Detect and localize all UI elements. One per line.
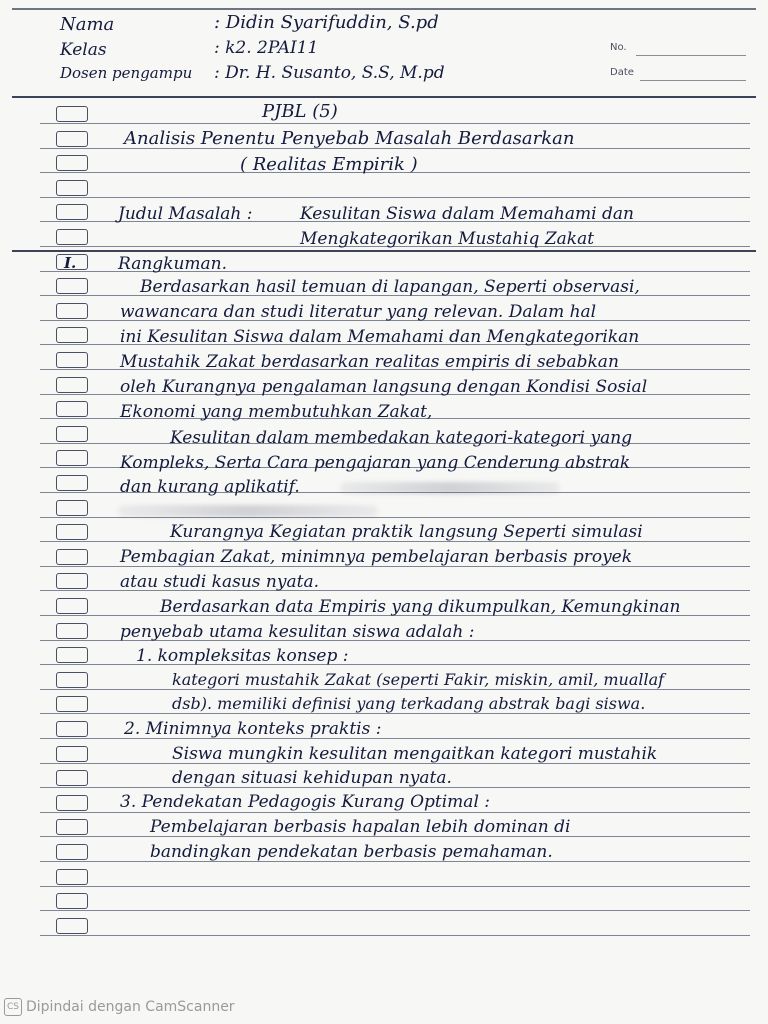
body-line: Kompleks, Serta Cara pengajaran yang Cenderung abstrak [120,453,631,473]
camscanner-watermark [4,998,235,1016]
margin-box [56,426,88,442]
margin-box [56,672,88,688]
point-line: Siswa mungkin kesulitan mengaitkan kategori mustahik [172,744,658,764]
dosen-label: Dosen pengampu [60,64,193,82]
margin-box [56,500,88,516]
margin-box [56,721,88,737]
body-line: Kurangnya Kegiatan praktik langsung Seperti simulasi [170,522,643,542]
section-number: I. [64,254,77,272]
margin-box [56,746,88,762]
margin-box [56,524,88,540]
date-label: Date [610,67,634,78]
judul-line2: Mengkategorikan Mustahiq Zakat [300,229,595,249]
point-line: bandingkan pendekatan berbasis pemahaman. [150,842,553,862]
smudged-text [118,505,378,517]
body-line: atau studi kasus nyata. [120,572,319,592]
ruled-line [40,935,750,936]
margin-box [56,844,88,860]
margin-box [56,450,88,466]
page-top-edge [12,8,756,10]
body-line: Ekonomi yang membutuhkan Zakat, [120,402,433,422]
margin-box [56,377,88,393]
section-heading: Rangkuman. [118,254,228,274]
margin-box [56,795,88,811]
ruled-line [40,886,750,887]
margin-box [56,352,88,368]
judul-line1: Kesulitan Siswa dalam Memahami dan [300,204,634,224]
point-title: 3. Pendekatan Pedagogis Kurang Optimal : [120,792,491,812]
judul-label: Judul Masalah : [118,204,253,224]
nama-label: Nama [60,14,115,35]
body-line: penyebab utama kesulitan siswa adalah : [120,622,475,642]
margin-box [56,303,88,319]
point-line: dsb). memiliki definisi yang terkadang abstrak bagi siswa. [172,694,646,713]
header-divider [12,96,756,98]
margin-box [56,155,88,171]
body-line: oleh Kurangnya pengalaman langsung dengan Kondisi Sosial [120,377,648,397]
body-line: Pembagian Zakat, minimnya pembelajaran berbasis proyek [120,547,633,567]
margin-box [56,819,88,835]
body-line: Mustahik Zakat berdasarkan realitas empiris di sebabkan [120,352,619,372]
margin-box [56,696,88,712]
margin-box [56,229,88,245]
margin-box [56,180,88,196]
body-line: Kesulitan dalam membedakan kategori-kategori yang [170,428,633,448]
smudged-text [340,482,560,494]
body-line: dan kurang aplikatif. [120,477,300,497]
point-title: 2. Minimnya konteks praktis : [124,719,382,739]
margin-box [56,623,88,639]
ruled-line [40,517,750,518]
body-line: wawancara dan studi literatur yang relevan. Dalam hal [120,302,597,322]
title-code: PJBL (5) [262,101,338,122]
margin-box [56,598,88,614]
date-line [640,80,746,81]
point-line: kategori mustahik Zakat (seperti Fakir, miskin, amil, muallaf [172,670,665,689]
section-divider [12,250,756,252]
margin-box [56,204,88,220]
margin-box [56,401,88,417]
margin-box [56,131,88,147]
margin-box [56,475,88,491]
margin-box [56,918,88,934]
title-line2: ( Realitas Empirik ) [240,154,418,175]
nama-value: : Didin Syarifuddin, S.pd [214,12,439,33]
margin-box [56,770,88,786]
margin-box [56,327,88,343]
point-title: 1. kompleksitas konsep : [136,646,349,666]
margin-box [56,278,88,294]
margin-box [56,549,88,565]
point-line: Pembelajaran berbasis hapalan lebih dominan di [150,817,571,837]
ruled-line [40,123,750,124]
no-line [636,55,746,56]
ruled-line [40,910,750,911]
margin-box [56,106,88,122]
margin-box [56,893,88,909]
point-line: dengan situasi kehidupan nyata. [172,768,452,788]
camscanner-logo-icon: CS [4,998,22,1016]
ruled-line [40,812,750,813]
title-line1: Analisis Penentu Penyebab Masalah Berdasarkan [124,128,575,149]
margin-box [56,869,88,885]
no-label: No. [610,42,627,53]
kelas-value: : k2. 2PAI11 [214,38,319,58]
margin-box [56,573,88,589]
body-line: ini Kesulitan Siswa dalam Memahami dan Mengkategorikan [120,327,640,347]
dosen-value: : Dr. H. Susanto, S.S, M.pd [214,63,445,83]
kelas-label: Kelas [60,40,107,60]
camscanner-text: Dipindai dengan CamScanner [26,999,235,1015]
body-line: Berdasarkan data Empiris yang dikumpulkan, Kemungkinan [160,597,681,617]
body-line: Berdasarkan hasil temuan di lapangan, Seperti observasi, [140,277,640,297]
ruled-line [40,197,750,198]
ruled-line [40,689,750,690]
ruled-line [40,713,750,714]
margin-box [56,647,88,663]
